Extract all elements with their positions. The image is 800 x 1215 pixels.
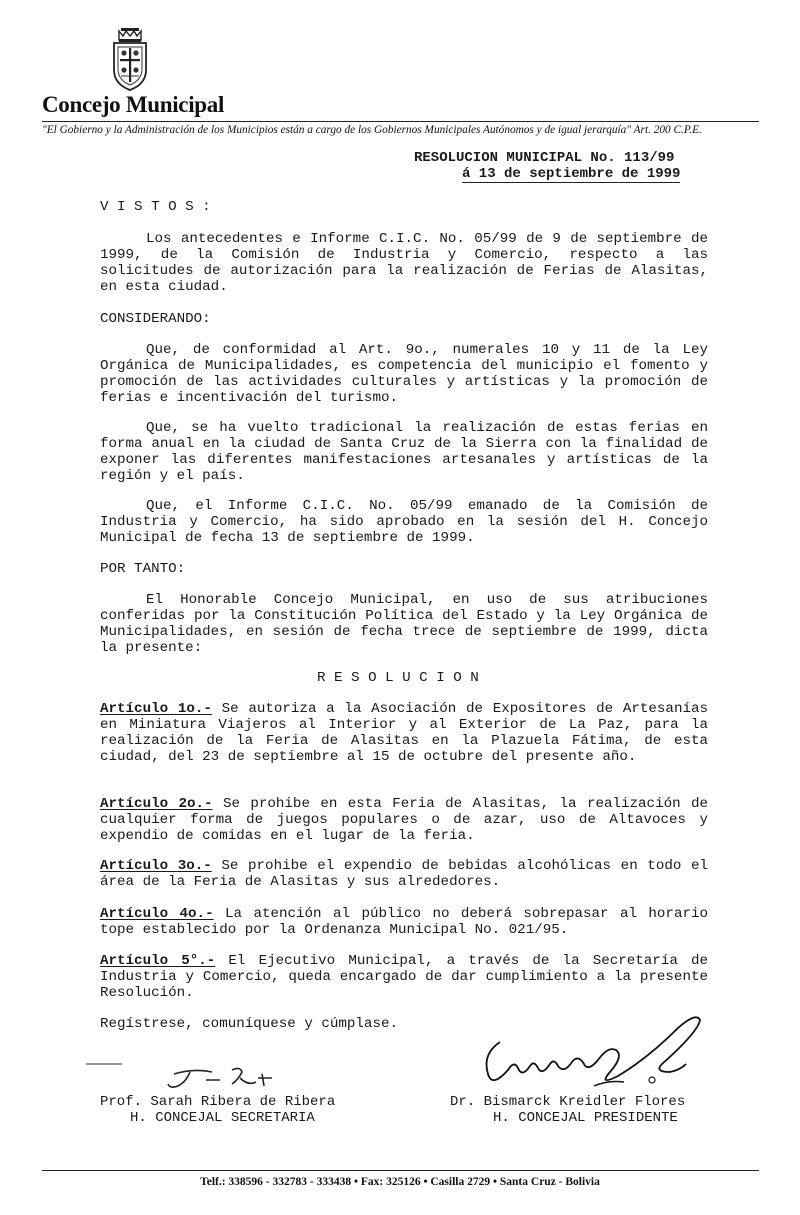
article-3 (100, 858, 708, 890)
article-2-text: Se prohibe en esta Feria de Alasitas, la realización de cualquier forma de juegos populares o de azar, uso de Altavoces y expendio de comidas en el lugar de la feria. (100, 796, 709, 844)
signatory-left-name: Prof. Sarah Ribera de Ribera (100, 1094, 336, 1110)
resolucion-heading: R E S O L U C I O N (317, 670, 479, 686)
article-4 (100, 906, 708, 938)
footer-divider (42, 1170, 759, 1171)
coat-of-arms-icon (108, 26, 152, 92)
article-5-title: Artículo 5°.- (100, 953, 216, 969)
footer-contact-info: Telf.: 338596 - 332783 - 333438 • Fax: 325126 • Casilla 2729 • Santa Cruz - Bolivia (200, 1176, 600, 1188)
article-1-text: Se autoriza a la Asociación de Expositores de Artesanías en Miniatura Viajeros al Interior y al Exterior de La Paz, para la realización de la Feria de Alasitas en la Plazuela Fátima, de esta ciudad, del 23 de septiembre al 15 de octubre del presente año. (100, 701, 708, 765)
closing-formula: Regístrese, comuníquese y cúmplase. (100, 1016, 398, 1032)
article-5 (100, 953, 708, 1001)
article-2-title: Artículo 2o.- (100, 796, 213, 812)
organization-name: Concejo Municipal (42, 92, 225, 117)
header-divider (42, 121, 759, 122)
considerando-paragraph-2: Que, se ha vuelto tradicional la realización de estas ferias en forma anual en la ciudad de Santa Cruz de la Sierra con la finalidad de exponer las diferentes manifestaciones artesanales y artísticas de la región y el país. (100, 420, 708, 484)
article-2 (100, 796, 708, 844)
article-4-text: La atención al público no deberá sobrepasar al horario tope establecido por la Ordenanza Municipal No. 021/95. (100, 906, 709, 938)
signatory-left-title: H. CONCEJAL SECRETARIA (130, 1110, 315, 1126)
article-3-text: Se prohibe el expendio de bebidas alcohólicas en todo el área de la Feria de Alasitas y sus alrededores. (100, 858, 708, 890)
article-3-title: Artículo 3o.- (100, 858, 212, 874)
resolution-number: RESOLUCION MUNICIPAL No. 113/99 (414, 150, 675, 166)
article-1-title: Artículo 1o.- (100, 701, 212, 717)
vistos-label: V I S T O S : (100, 199, 211, 215)
organization-motto: "El Gobierno y la Administración de los Municipios están a cargo de los Gobiernos Municipales Autónomos y de igual jerarquía" Art. 200 C.P.E. (42, 124, 702, 136)
considerando-paragraph-1: Que, de conformidad al Art. 9o., numerales 10 y 11 de la Ley Orgánica de Municipalidades, es competencia del municipio el fomento y promoción de las actividades culturales y artísticas y la promoción de ferias e incentivación del turismo. (100, 342, 708, 406)
considerando-label: CONSIDERANDO: (100, 311, 211, 327)
vistos-paragraph: Los antecedentes e Informe C.I.C. No. 05/99 de 9 de septiembre de 1999, de la Comisión de Industria y Comercio, respecto a las solicitudes de autorización para la realización de Ferias de Alasitas, en esta ciudad. (100, 231, 708, 295)
considerando-paragraph-3: Que, el Informe C.I.C. No. 05/99 emanado de la Comisión de Industria y Comercio, ha sido aprobado en la sesión del H. Concejo Municipal de fecha 13 de septiembre de 1999. (100, 498, 708, 546)
article-5-text: El Ejecutivo Municipal, a través de la Secretaría de Industria y Comercio, queda encargado de dar cumplimiento a la presente Resolución. (100, 953, 708, 1001)
signature-left-handwriting-icon (82, 1058, 302, 1098)
article-4-title: Artículo 4o.- (100, 906, 214, 922)
article-1 (100, 701, 708, 765)
por-tanto-paragraph: El Honorable Concejo Municipal, en uso de sus atribuciones conferidas por la Constitución Política del Estado y la Ley Orgánica de Municipalidades, en sesión de fecha trece de septiembre de 1999, dicta la presente: (100, 592, 708, 656)
signatory-right-name: Dr. Bismarck Kreidler Flores (450, 1094, 686, 1110)
resolution-date: á 13 de septiembre de 1999 (462, 166, 681, 182)
por-tanto-label: POR TANTO: (100, 561, 186, 577)
signatory-right-title: H. CONCEJAL PRESIDENTE (493, 1110, 678, 1126)
